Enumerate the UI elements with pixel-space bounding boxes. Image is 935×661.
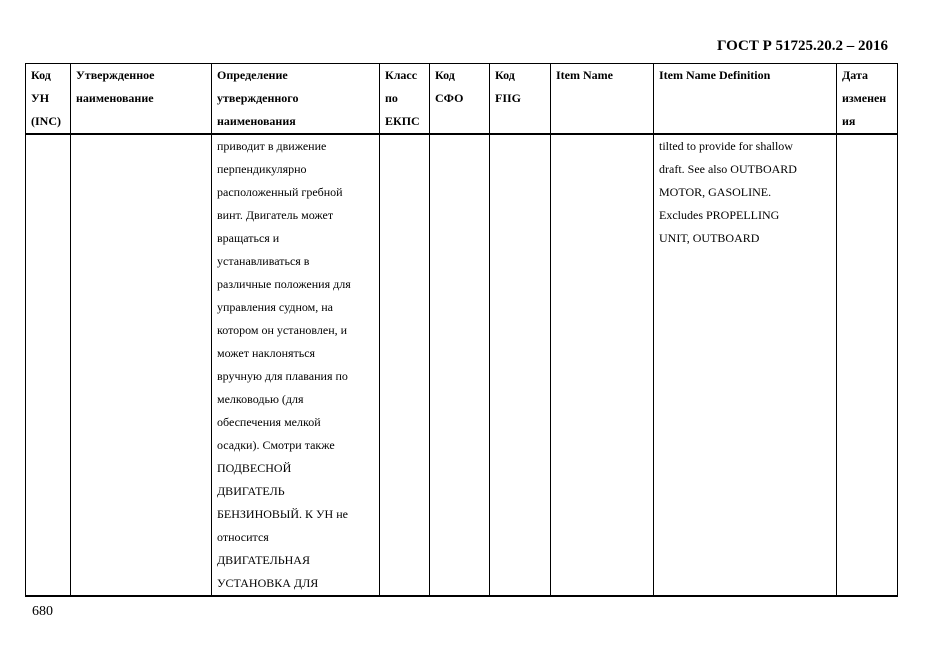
cell-definition-en — [654, 134, 837, 596]
cell-fiig-code — [490, 134, 551, 596]
definition-ru-line: винт. Двигатель может — [217, 208, 334, 222]
definition-ru-line: БЕНЗИНОВЫЙ. К УН не — [217, 507, 348, 521]
definition-en-line: UNIT, OUTBOARD — [659, 231, 760, 245]
definition-ru-line: расположенный гребной — [217, 185, 343, 199]
column-header-approved-name: Утвержденное наименование — [71, 64, 212, 135]
definition-ru-line: осадки). Смотри также — [217, 438, 335, 452]
definition-ru-line: мелководью (для — [217, 392, 304, 406]
page-number: 680 — [32, 604, 53, 619]
classification-table — [25, 63, 898, 597]
cell-inc-code — [26, 134, 71, 596]
cell-definition-ru — [212, 134, 380, 596]
column-header-item-name-definition: Item Name Definition — [654, 64, 837, 135]
table-row — [26, 134, 898, 596]
cell-item-name — [551, 134, 654, 596]
definition-ru-line: обеспечения мелкой — [217, 415, 321, 429]
cell-change-date — [837, 134, 898, 596]
definition-en-line: Excludes PROPELLING — [659, 208, 780, 222]
definition-ru-line: перпендикулярно — [217, 162, 307, 176]
definition-ru-line: управления судном, на — [217, 300, 333, 314]
column-header-name-definition: Определение утвержденного наименования — [212, 64, 380, 135]
definition-ru-line: приводит в движение — [217, 139, 327, 153]
definition-ru-line: ДВИГАТЕЛЬ — [217, 484, 285, 498]
definition-ru-line: относится — [217, 530, 269, 544]
definition-ru-line: может наклоняться — [217, 346, 316, 360]
definition-ru-line: устанавливаться в — [217, 254, 310, 268]
cell-ekps-class — [380, 134, 430, 596]
definition-en-line: draft. See also OUTBOARD — [659, 162, 797, 176]
definition-en-line: MOTOR, GASOLINE. — [659, 185, 772, 199]
column-header-inc-code: Код УН (INC) — [26, 64, 71, 135]
column-header-change-date: Дата изменен ия — [837, 64, 898, 135]
definition-ru-line: вручную для плавания по — [217, 369, 348, 383]
cell-approved-name — [71, 134, 212, 596]
definition-en-line: tilted to provide for shallow — [659, 139, 793, 153]
column-header-ekps-class: Класс по ЕКПС — [380, 64, 430, 135]
table-header-row — [26, 64, 898, 135]
cell-sfo-code — [430, 134, 490, 596]
definition-ru-line: ПОДВЕСНОЙ — [217, 461, 292, 475]
definition-ru-line: УСТАНОВКА ДЛЯ — [217, 576, 319, 590]
definition-ru-line: ДВИГАТЕЛЬНАЯ — [217, 553, 310, 567]
column-header-item-name: Item Name — [551, 64, 654, 135]
column-header-sfo-code: Код СФО — [430, 64, 490, 135]
column-header-fiig-code: Код FIIG — [490, 64, 551, 135]
document-standard-header: ГОСТ Р 51725.20.2 – 2016 — [716, 38, 888, 54]
definition-ru-line: различные положения для — [217, 277, 351, 291]
definition-ru-line: котором он установлен, и — [217, 323, 348, 337]
definition-ru-line: вращаться и — [217, 231, 280, 245]
